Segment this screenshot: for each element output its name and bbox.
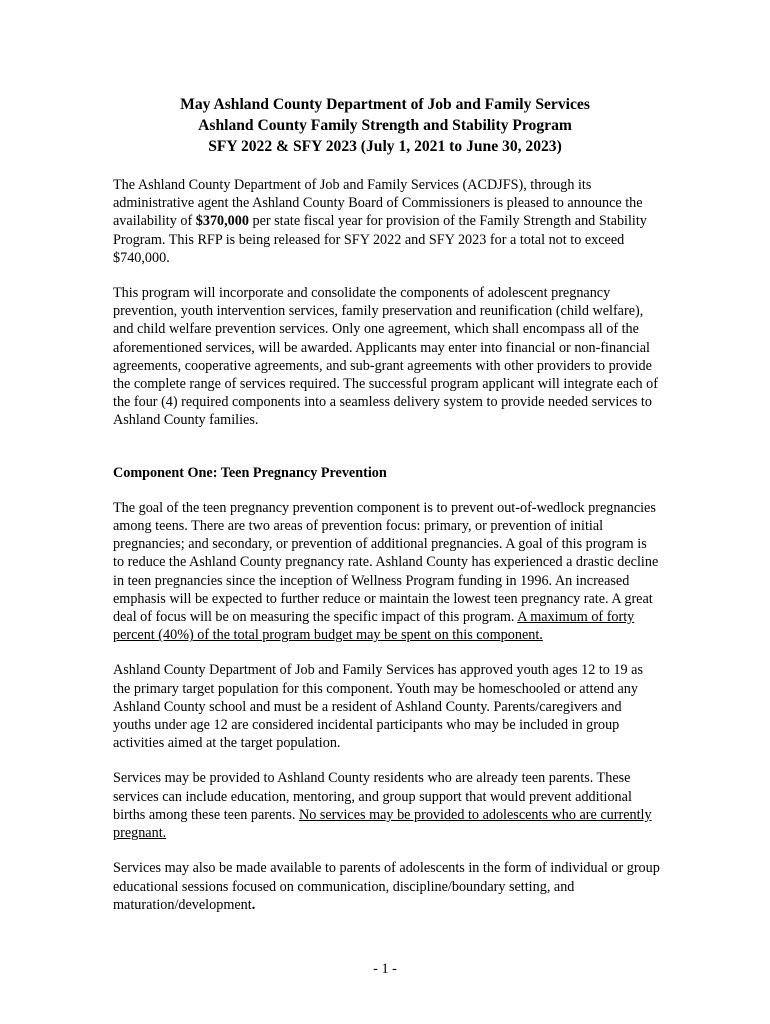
pregnant-exclusion-note: No services may be provided to adolescents who are currently pregnant. [113, 806, 652, 842]
component-one-p1-text: The goal of the teen pregnancy prevention component is to prevent out-of-wedlock pregnancies among teens. There are two areas of prevention focus: primary, or prevention of initial pregnancies; and secondary, or prevention of additional pregnancies. A goal of this program is to reduce the Ashland County pregnancy rate. Ashland County has experienced a drastic decline in teen pregnancies since the inception of Wellness Program funding in 1996. An increased emphasis will be expected to further reduce or maintain the lowest teen pregnancy rate. A great deal of focus will be on measuring the specific impact of this program. [113, 499, 659, 626]
component-one-heading: Component One: Teen Pregnancy Prevention [113, 464, 387, 481]
document-title [0, 94, 770, 157]
component-one-paragraph-3 [113, 769, 661, 842]
component-one-paragraph-1 [113, 499, 661, 645]
component-one-paragraph-2: Ashland County Department of Job and Family Services has approved youth ages 12 to 19 as the primary target population for this component. Youth may be homeschooled or attend any Ashland County school and must be a resident of Ashland County. Parents/caregivers and youths under age 12 are considered incidental participants who may be included in group activities aimed at the target population. [113, 662, 643, 752]
funding-amount: $370,000 [195, 213, 249, 230]
title-line-3: SFY 2022 & SFY 2023 (July 1, 2021 to June 30, 2023) [208, 138, 562, 155]
component-one-p4-end: . [251, 896, 256, 913]
budget-limit-note: A maximum of forty percent (40%) of the total program budget may be spent on this component. [113, 609, 635, 644]
document-body [113, 176, 661, 931]
intro-p1-after: per state fiscal year for provision of the Family Strength and Stability Program. This RFP is being released for SFY 2022 and SFY 2023 for a total not to exceed $740,000. [113, 213, 647, 266]
component-one-paragraph-4 [113, 859, 661, 914]
section-spacer [113, 447, 661, 464]
component-one-p3-text: Services may be provided to Ashland County residents who are already teen parents. These services can include education, mentoring, and group support that would prevent additional births among these teen parents. [113, 770, 632, 823]
title-line-1: May Ashland County Department of Job and Family Services [180, 96, 590, 113]
component-one-p4-text: Services may also be made available to parents of adolescents in the form of individual or group educational sessions focused on communication, discipline/boundary setting, and maturation/development [113, 860, 660, 913]
intro-paragraph-2: This program will incorporate and consolidate the components of adolescent pregnancy prevention, youth intervention services, family preservation and reunification (child welfare), and child welfare prevention services. Only one agreement, which shall encompass all of the aforementioned services, will be awarded. Applicants may enter into financial or non-financial agreements, cooperative agreements, and sub-grant agreements with other providers to provide the complete range of services required. The successful program applicant will integrate each of the four (4) required components into a seamless delivery system to provide needed services to Ashland County families. [113, 285, 658, 429]
intro-p1-before: The Ashland County Department of Job and Family Services (ACDJFS), through its administrative agent the Ashland County Board of Commissioners is pleased to announce the availability of [113, 177, 643, 230]
intro-paragraph-1 [113, 176, 661, 267]
title-line-2: Ashland County Family Strength and Stability Program [198, 117, 572, 134]
page-number: - 1 - [373, 961, 397, 977]
